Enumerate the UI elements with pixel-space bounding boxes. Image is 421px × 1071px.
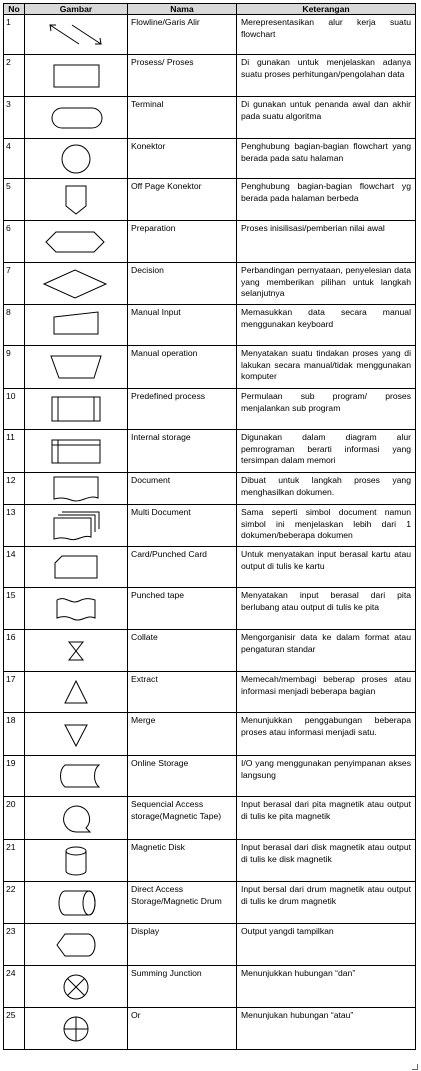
- magnetic-drum-icon: [41, 887, 111, 919]
- row-no: 14: [4, 547, 25, 588]
- row-no: 23: [4, 924, 25, 966]
- header-no: No: [4, 4, 25, 15]
- table-row: [4, 882, 416, 924]
- table-row: [4, 797, 416, 840]
- row-no: 3: [4, 97, 25, 139]
- row-no: 9: [4, 346, 25, 389]
- magnetic-disk-icon: [41, 844, 111, 878]
- row-desc: Permulaan sub program/ proses menjalankan sub program: [237, 389, 416, 430]
- table-row: [4, 1008, 416, 1050]
- row-no: 4: [4, 139, 25, 179]
- flowchart-symbol-table: [3, 3, 416, 1050]
- row-name: Off Page Konektor: [128, 179, 237, 221]
- table-row: [4, 588, 416, 630]
- table-row: [4, 547, 416, 588]
- collate-icon: [41, 637, 111, 665]
- row-no: 19: [4, 756, 25, 797]
- punched-card-icon: [41, 552, 111, 582]
- row-no: 25: [4, 1008, 25, 1050]
- row-desc: Memecah/membagi beberap proses atau informasi menjadi beberapa bagian: [237, 672, 416, 713]
- table-row: [4, 756, 416, 797]
- table-row: [4, 713, 416, 756]
- punched-tape-icon: [41, 593, 111, 625]
- row-no: 12: [4, 473, 25, 505]
- process-rectangle-icon: [41, 61, 111, 91]
- row-name: Punched tape: [128, 588, 237, 630]
- row-name: Konektor: [128, 139, 237, 179]
- table-row: [4, 15, 416, 55]
- off-page-connector-icon: [41, 182, 111, 218]
- display-icon: [41, 930, 111, 960]
- table-row: [4, 55, 416, 97]
- row-no: 15: [4, 588, 25, 630]
- row-desc: Menunjukan hubungan “atau”: [237, 1008, 416, 1050]
- manual-operation-icon: [41, 352, 111, 382]
- row-name: Or: [128, 1008, 237, 1050]
- row-name: Online Storage: [128, 756, 237, 797]
- manual-input-icon: [41, 310, 111, 340]
- row-desc: Perbandingan pernyataan, penyelesian data yang memberikan pilihan untuk langkah selanjutnya: [237, 263, 416, 305]
- magnetic-tape-icon: [41, 801, 111, 835]
- row-desc: Input bersal dari drum magnetik atau output di tulis ke drum magnetik: [237, 882, 416, 924]
- row-no: 5: [4, 179, 25, 221]
- row-desc: Input berasal dari disk magnetik atau output di tulis ke disk magnetik: [237, 840, 416, 882]
- header-keterangan: Keterangan: [237, 4, 416, 15]
- internal-storage-icon: [41, 436, 111, 466]
- row-no: 10: [4, 389, 25, 430]
- row-name: Document: [128, 473, 237, 505]
- row-name: Sequencial Access storage(Magnetic Tape): [128, 797, 237, 840]
- table-row: [4, 179, 416, 221]
- row-name: Display: [128, 924, 237, 966]
- row-name: Collate: [128, 630, 237, 672]
- predefined-process-icon: [41, 394, 111, 424]
- row-desc: Mengorganisir data ke dalam format atau pengaturan standar: [237, 630, 416, 672]
- table-row: [4, 505, 416, 547]
- table-row: [4, 221, 416, 263]
- row-no: 11: [4, 430, 25, 473]
- row-no: 7: [4, 263, 25, 305]
- row-name: Merge: [128, 713, 237, 756]
- header-gambar: Gambar: [25, 4, 128, 15]
- row-no: 2: [4, 55, 25, 97]
- row-no: 21: [4, 840, 25, 882]
- table-row: [4, 305, 416, 346]
- row-name: Manual operation: [128, 346, 237, 389]
- row-desc: Menyatakan input berasal dari pita berlubang atau output di tulis ke pita: [237, 588, 416, 630]
- row-name: Multi Document: [128, 505, 237, 547]
- row-no: 8: [4, 305, 25, 346]
- table-row: [4, 97, 416, 139]
- extract-triangle-icon: [41, 677, 111, 707]
- row-desc: Digunakan dalam diagram alur pemrograman berarti informasi yang tersimpan dalam memori: [237, 430, 416, 473]
- table-row: [4, 346, 416, 389]
- row-no: 17: [4, 672, 25, 713]
- preparation-hexagon-icon: [36, 227, 116, 257]
- row-name: Extract: [128, 672, 237, 713]
- row-desc: Di gunakan untuk menjelaskan adanya suatu proses perhitungan/pengolahan data: [237, 55, 416, 97]
- row-desc: Dibuat untuk langkah proses yang menghasilkan dokumen.: [237, 473, 416, 505]
- row-desc: Menunjukkan penggabungan beberapa proses atau informasi menjadi satu.: [237, 713, 416, 756]
- page-corner-mark: [412, 1064, 418, 1070]
- table-row: [4, 139, 416, 179]
- table-row: [4, 430, 416, 473]
- table-row: [4, 389, 416, 430]
- row-desc: Memasukkan data secara manual menggunakan keyboard: [237, 305, 416, 346]
- row-desc: Sama seperti simbol document namun simbol ini menjelaskan lebih dari 1 dokumen/beberapa dokumen: [237, 505, 416, 547]
- row-no: 16: [4, 630, 25, 672]
- terminal-icon: [41, 103, 111, 133]
- row-name: Predefined process: [128, 389, 237, 430]
- row-name: Magnetic Disk: [128, 840, 237, 882]
- merge-triangle-icon: [41, 719, 111, 749]
- or-circle-icon: [41, 1013, 111, 1045]
- row-no: 24: [4, 966, 25, 1008]
- row-name: Terminal: [128, 97, 237, 139]
- row-no: 22: [4, 882, 25, 924]
- table-row: [4, 966, 416, 1008]
- table-row: [4, 473, 416, 505]
- multi-document-icon: [41, 509, 111, 543]
- table-row: [4, 840, 416, 882]
- row-name: Preparation: [128, 221, 237, 263]
- row-no: 1: [4, 15, 25, 55]
- connector-circle-icon: [41, 142, 111, 176]
- row-desc: Output yangdi tampilkan: [237, 924, 416, 966]
- row-name: Prosess/ Proses: [128, 55, 237, 97]
- online-storage-icon: [41, 761, 111, 791]
- row-desc: Di gunakan untuk penanda awal dan akhir pada suatu algoritma: [237, 97, 416, 139]
- row-desc: Merepresentasikan alur kerja suatu flowchart: [237, 15, 416, 55]
- row-name: Card/Punched Card: [128, 547, 237, 588]
- table-row: [4, 672, 416, 713]
- row-desc: Untuk menyatakan input berasal kartu atau output di tulis ke kartu: [237, 547, 416, 588]
- row-desc: Proses inisilisasi/pemberian nilai awal: [237, 221, 416, 263]
- table-row: [4, 630, 416, 672]
- row-name: Manual Input: [128, 305, 237, 346]
- table-row: [4, 924, 416, 966]
- header-nama: Nama: [128, 4, 237, 15]
- flowline-arrows-icon: [41, 20, 111, 50]
- decision-diamond-icon: [36, 267, 116, 301]
- row-desc: Penghubung bagian-bagian flowchart yang berada pada satu halaman: [237, 139, 416, 179]
- row-no: 13: [4, 505, 25, 547]
- row-desc: Menunjukkan hubungan “dan”: [237, 966, 416, 1008]
- row-name: Flowline/Garis Alir: [128, 15, 237, 55]
- row-no: 18: [4, 713, 25, 756]
- row-name: Direct Access Storage/Magnetic Drum: [128, 882, 237, 924]
- document-icon: [41, 474, 111, 504]
- row-name: Internal storage: [128, 430, 237, 473]
- row-desc: Menyatakan suatu tindakan proses yang di lakukan secara manual/tidak menggunakan komputer: [237, 346, 416, 389]
- row-no: 6: [4, 221, 25, 263]
- row-no: 20: [4, 797, 25, 840]
- row-desc: Penghubung bagian-bagian flowchart yg berada pada halaman berbeda: [237, 179, 416, 221]
- row-name: Summing Junction: [128, 966, 237, 1008]
- row-desc: Input berasal dari pita magnetik atau output di tulis ke pita magnetik: [237, 797, 416, 840]
- row-name: Decision: [128, 263, 237, 305]
- table-header-row: [4, 4, 416, 15]
- summing-junction-icon: [41, 971, 111, 1003]
- row-desc: I/O yang menggunakan penyimpanan akses langsung: [237, 756, 416, 797]
- table-row: [4, 263, 416, 305]
